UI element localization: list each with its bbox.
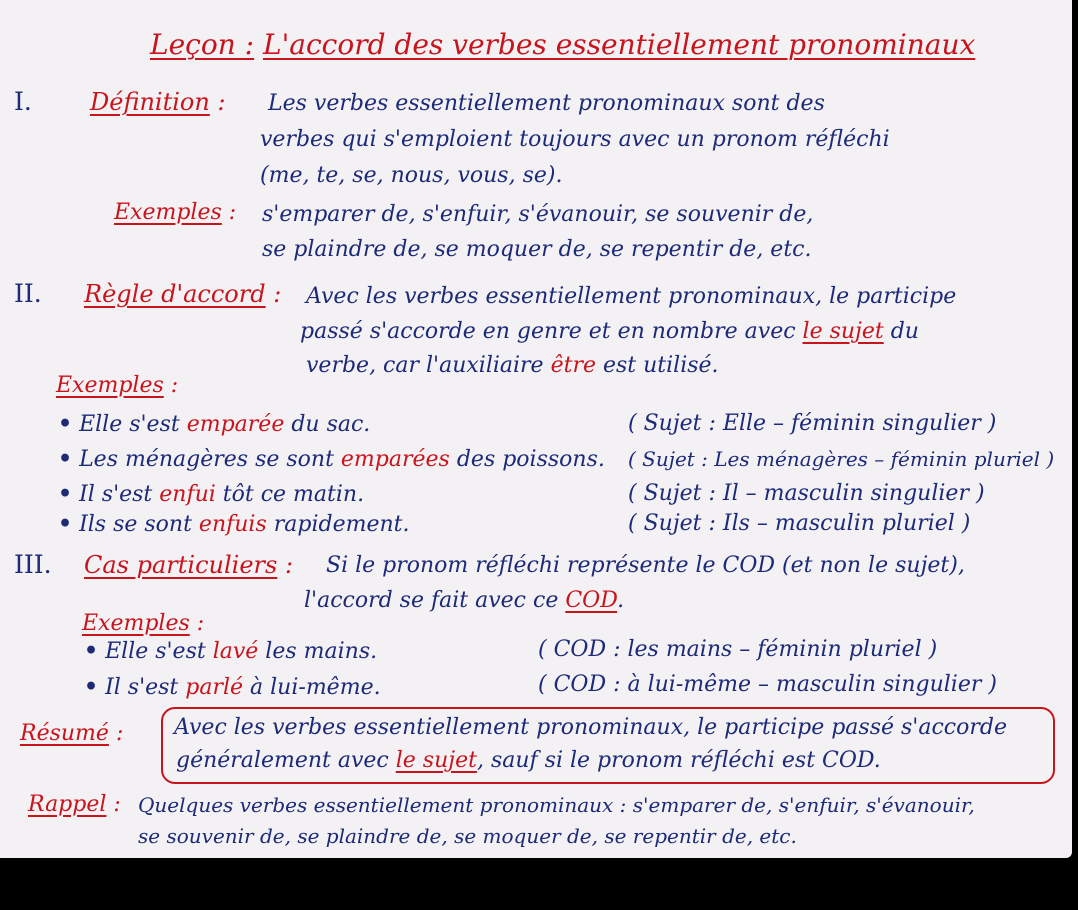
example-text: Il s'est	[79, 482, 160, 507]
section2-heading-text: Règle d'accord	[84, 280, 266, 308]
example-participle: parlé	[185, 675, 244, 700]
section2-examples-label	[56, 372, 178, 400]
section2-colon: :	[273, 280, 282, 308]
section1-example-line-2: se plaindre de, se moquer de, se repentir de, etc.	[262, 237, 812, 262]
section3-example-note-1: ( COD : les mains – féminin pluriel )	[538, 637, 938, 662]
bullet: •	[84, 638, 99, 664]
rule-subject-highlight: le sujet	[802, 319, 884, 344]
definition-line-2: verbes qui s'emploient toujours avec un pronom réfléchi	[260, 127, 890, 152]
section1-numeral: I.	[14, 87, 32, 116]
definition-line-3: (me, te, se, nous, vous, se).	[260, 163, 563, 188]
reminder-line-2: se souvenir de, se plaindre de, se moquer de, se repentir de, etc.	[138, 824, 797, 848]
rule-auxiliary-highlight: être	[550, 353, 596, 378]
bullet: •	[58, 481, 73, 507]
section2-example-row-3	[58, 480, 364, 509]
example-text: Les ménagères se sont	[79, 447, 341, 472]
summary-colon: :	[115, 721, 124, 746]
section3-heading	[84, 551, 293, 579]
rule-line-1: Avec les verbes essentiellement pronominaux, le participe	[306, 284, 957, 309]
section2-example-row-2	[58, 445, 605, 474]
example-text: Elle s'est	[105, 639, 213, 664]
cases-cod-highlight: COD	[565, 588, 618, 613]
summary-label	[20, 720, 123, 748]
example-text-end: à lui-même.	[243, 675, 381, 700]
summary-line-2	[176, 747, 881, 775]
section1-example-line-1: s'emparer de, s'enfuir, s'évanouir, se souvenir de,	[262, 202, 814, 227]
section3-example-note-2: ( COD : à lui-même – masculin singulier )	[538, 672, 997, 697]
section2-example-row-1	[58, 410, 370, 439]
example-text-end: tôt ce matin.	[215, 482, 365, 507]
section3-colon: :	[284, 551, 294, 579]
section3-examples-label	[82, 610, 204, 638]
title-prefix: Leçon :	[150, 28, 255, 61]
example-participle: emparée	[186, 412, 285, 437]
section1-colon: :	[217, 88, 226, 116]
bullet: •	[84, 674, 99, 700]
section2-example-note-4: ( Sujet : Ils – masculin pluriel )	[628, 511, 971, 536]
section3-numeral: III.	[14, 550, 52, 579]
example-text-end: du sac.	[284, 412, 371, 437]
reminder-colon: :	[113, 792, 121, 817]
lesson-title	[150, 28, 975, 62]
rule-line-2	[300, 318, 919, 346]
example-participle: enfui	[159, 482, 216, 507]
summary-line-2-start: généralement avec	[176, 748, 396, 773]
rule-line-3-end: est utilisé.	[595, 353, 719, 378]
summary-subject-highlight: le sujet	[395, 748, 477, 773]
section3-examples-label-text: Exemples	[82, 611, 190, 636]
summary-line-1: Avec les verbes essentiellement pronominaux, le participe passé s'accorde	[174, 715, 1007, 740]
section3-heading-text: Cas particuliers	[84, 551, 278, 579]
reminder-label	[28, 791, 121, 819]
section2-examples-label-text: Exemples	[56, 373, 164, 398]
example-text: Il s'est	[105, 675, 186, 700]
cases-line-2-start: l'accord se fait avec ce	[304, 588, 566, 613]
example-text: Ils se sont	[79, 512, 199, 537]
example-text-end: les mains.	[258, 639, 378, 664]
section1-examples-label-text: Exemples	[114, 200, 222, 225]
section2-example-row-4	[58, 510, 409, 539]
cases-line-1: Si le pronom réfléchi représente le COD (et non le sujet),	[326, 553, 965, 578]
section3-examples-colon: :	[189, 611, 205, 636]
section3-example-row-2	[84, 673, 381, 702]
section1-examples-label	[114, 199, 236, 227]
example-participle: emparées	[340, 447, 450, 472]
summary-line-2-end: , sauf si le pronom réfléchi est COD.	[476, 748, 881, 773]
section2-examples-colon: :	[163, 373, 179, 398]
example-text: Elle s'est	[79, 412, 187, 437]
bullet: •	[58, 446, 73, 472]
bottom-black-bar	[0, 858, 1078, 910]
example-text-end: des poissons.	[449, 447, 605, 472]
section2-numeral: II.	[14, 279, 42, 308]
rule-line-2-end: du	[883, 319, 919, 344]
reminder-line-1: Quelques verbes essentiellement pronominaux : s'emparer de, s'enfuir, s'évanouir,	[138, 793, 975, 817]
section1-heading-text: Définition	[90, 88, 210, 116]
example-participle: lavé	[212, 639, 259, 664]
section1-heading	[90, 88, 226, 116]
section1-examples-colon: :	[228, 200, 237, 225]
section2-heading	[84, 280, 281, 308]
cases-line-2	[304, 587, 624, 615]
title-main: L'accord des verbes essentiellement pronominaux	[262, 28, 976, 61]
bullet: •	[58, 511, 73, 537]
section2-example-note-3: ( Sujet : Il – masculin singulier )	[628, 481, 985, 506]
definition-line-1: Les verbes essentiellement pronominaux sont des	[268, 91, 825, 116]
bullet: •	[58, 411, 73, 437]
summary-label-text: Résumé	[20, 721, 109, 746]
example-text-end: rapidement.	[266, 512, 410, 537]
rule-line-3-start: verbe, car l'auxiliaire	[306, 353, 551, 378]
example-participle: enfuis	[198, 512, 267, 537]
section2-example-note-2: ( Sujet : Les ménagères – féminin pluriel )	[628, 447, 1055, 471]
cases-line-2-end: .	[617, 588, 625, 613]
section2-example-note-1: ( Sujet : Elle – féminin singulier )	[628, 411, 997, 436]
rule-line-2-start: passé s'accorde en genre et en nombre avec	[300, 319, 803, 344]
rule-line-3	[306, 352, 719, 380]
section3-example-row-1	[84, 637, 377, 666]
reminder-label-text: Rappel	[28, 792, 107, 817]
